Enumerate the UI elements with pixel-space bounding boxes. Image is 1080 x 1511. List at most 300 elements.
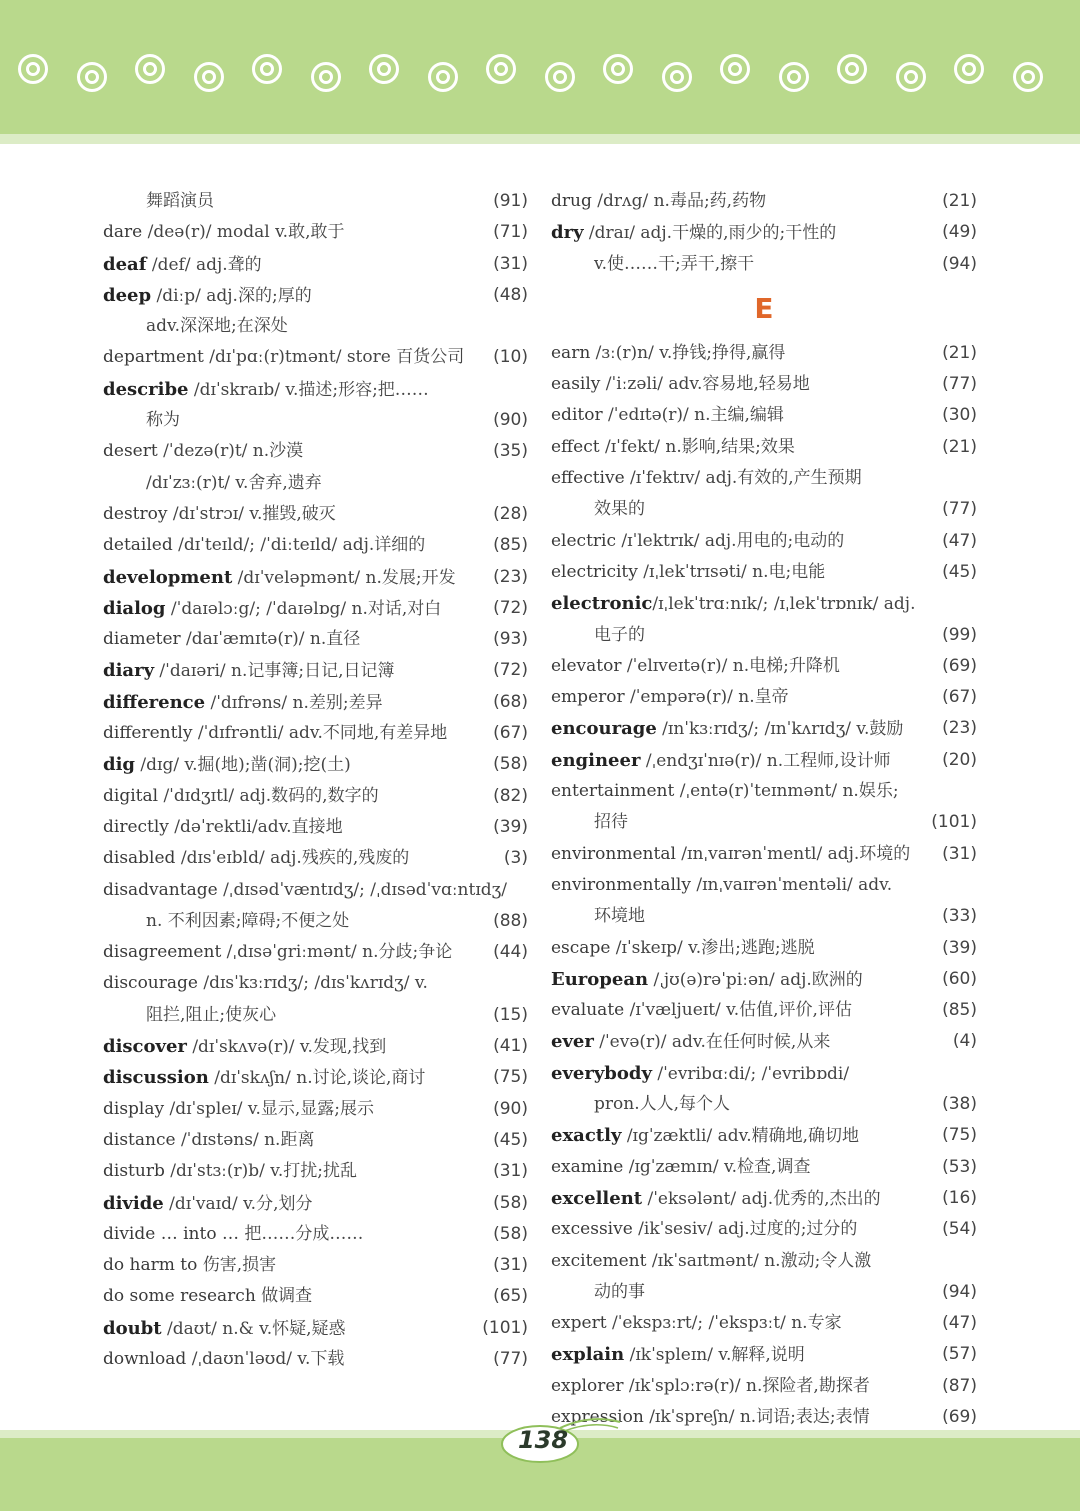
entry-definition: /ˌdɪsəˈgriːmənt/ n.分歧;争论 [221,942,453,963]
ring-icon [18,54,48,84]
entry-unit-reference: (45) [942,561,977,582]
entry-unit-reference: (28) [493,503,528,524]
entry-definition: /ɪˈfekt/ n.影响,结果;效果 [599,436,795,457]
ring-icon [662,62,692,92]
decorative-rings [18,52,1068,102]
entry-headword: emperor [551,687,625,708]
dictionary-entry [103,1125,528,1156]
entry-headword: disabled [103,848,176,869]
entry-headword: diary [103,660,155,682]
entry-unit-reference: (69) [942,1406,977,1427]
dictionary-entry [551,1058,977,1089]
entry-definition: /dɪˈveləpmənt/ n.发展;开发 [232,567,456,588]
entry-unit-reference: (3) [503,848,528,869]
entry-headword: detailed [103,535,173,556]
entry-unit-reference: (39) [493,816,528,837]
dictionary-entry [551,713,977,744]
dictionary-entry [103,875,528,906]
entry-unit-reference: (58) [493,1223,528,1244]
entry-definition: 效果的 [594,499,645,520]
ring-icon [135,54,165,84]
ring-icon [720,54,750,84]
entry-definition: /ɪˌlekˈtrɑːnɪk/; /ɪˌlekˈtrɒnɪk/ adj. [652,594,916,615]
ring-icon [954,54,984,84]
entry-headword: dialog [103,597,166,619]
entry-headword: divide [103,1192,164,1214]
entry-definition: /ɪkˈsaɪtmənt/ n.激动;令人激 [646,1250,872,1271]
entry-definition: /dɪˈskraɪb/ v.描述;形容;把…… [188,379,429,400]
entry-unit-reference: (23) [942,718,977,739]
entry-definition: 招待 [594,812,628,833]
dictionary-entry [103,562,528,593]
dictionary-entry [103,1281,528,1312]
dictionary-entry [103,217,528,248]
entry-headword: entertainment [551,781,675,802]
entry-unit-reference: (75) [493,1067,528,1088]
entry-headword: environmental [551,843,676,864]
right-column-e-entries [551,338,977,1433]
page-number: 138 [517,1426,569,1454]
ring-icon [837,54,867,84]
entry-definition: /ˈdaɪəri/ n.记事簿;日记,日记簿 [154,661,395,682]
entry-definition: /dɪˈzɜː(r)t/ v.舍弃,遗弃 [146,472,322,493]
entry-unit-reference: (69) [942,655,977,676]
entry-unit-reference: (94) [942,1281,977,1302]
entry-unit-reference: (90) [493,1098,528,1119]
entry-definition: /ɪˈfektɪv/ adj.有效的,产生预期 [624,468,862,489]
entry-definition: /ɪkˈspleɪn/ v.解释,说明 [624,1345,805,1366]
entry-definition: /ˈeksələnt/ adj.优秀的,杰出的 [642,1188,881,1209]
dictionary-entry [103,906,528,937]
entry-headword: digital [103,785,159,806]
entry-definition: adv.深深地;在深处 [146,316,288,337]
dictionary-entry [551,807,977,838]
entry-definition: /ɪkˈspreʃn/ n.词语;表达;表情 [643,1406,870,1427]
entry-unit-reference: (31) [493,1161,528,1182]
dictionary-entry [551,620,977,651]
entry-unit-reference: (67) [493,723,528,744]
dictionary-entry [103,342,528,373]
entry-definition: /ˈdɪfrəntli/ adv.不同地,有差异地 [192,723,448,744]
entry-unit-reference: (94) [942,253,977,274]
entry-definition: /ˈelɪveɪtə(r)/ n.电梯;升降机 [621,655,840,676]
dictionary-entry [551,432,977,463]
dictionary-entry [551,1089,977,1120]
entry-headword: disagreement [103,942,222,963]
entry-headword: disadvantage [103,879,218,900]
entry-headword: doubt [103,1317,162,1339]
entry-headword: department [103,347,204,368]
entry-definition: 阻拦,阻止;使灰心 [146,1004,277,1025]
ring-icon [1013,62,1043,92]
ring-icon [311,62,341,92]
ring-icon [779,62,809,92]
entry-definition: /draɪ/ adj.干燥的,雨少的;干性的 [583,223,837,244]
entry-definition: /ɪˈskeɪp/ v.渗出;逃跑;逃脱 [610,937,815,958]
entry-unit-reference: (88) [493,910,528,931]
entry-unit-reference: (57) [942,1344,977,1365]
entry-definition: /dɪg/ v.掘(地);凿(洞);挖(土) [135,755,351,776]
entry-headword: engineer [551,749,641,771]
entry-headword: elevator [551,655,622,676]
entry-unit-reference: (53) [942,1156,977,1177]
entry-definition: /ikˈsesiv/ adj.过度的;过分的 [632,1219,858,1240]
entry-definition: /ˈdɪdʒɪtl/ adj.数码的,数字的 [158,785,379,806]
entry-unit-reference: (16) [942,1187,977,1208]
dictionary-entry [103,843,528,874]
entry-headword: distance [103,1129,176,1150]
entry-unit-reference: (91) [493,191,528,211]
dictionary-entry [551,964,977,995]
entry-unit-reference: (4) [952,1031,977,1052]
entry-unit-reference: (68) [493,691,528,712]
entry-definition: /dɪsˈkɜːrɪdʒ/; /dɪsˈkʌrɪdʒ/ v. [197,973,428,994]
entry-unit-reference: (10) [493,347,528,368]
dictionary-entry [103,718,528,749]
ring-icon [194,62,224,92]
entry-definition: n. 不利因素;障碍;不便之处 [146,910,350,931]
ring-icon [252,54,282,84]
entry-headword: drug [551,191,592,211]
entry-unit-reference: (31) [493,253,528,274]
entry-unit-reference: (65) [493,1286,528,1307]
dictionary-entry [103,812,528,843]
dictionary-entry [103,1250,528,1281]
dictionary-entry [551,463,977,494]
dictionary-entry [551,933,977,964]
entry-definition: /diːp/ adj.深的;厚的 [151,285,312,306]
entry-headword: deep [103,284,152,306]
entry-definition: /ˌendʒɪˈnɪə(r)/ n.工程师,设计师 [640,750,891,771]
entry-unit-reference: (49) [942,222,977,243]
entry-definition: 电子的 [594,624,645,645]
entry-unit-reference: (20) [942,749,977,770]
dictionary-entry [551,682,977,713]
dictionary-entry [551,1183,977,1214]
entry-definition: v.使……干;弄干,擦干 [594,253,755,274]
dictionary-entry [103,1344,528,1375]
entry-headword: discover [103,1036,187,1058]
entry-definition: 把……分成…… [238,1223,364,1244]
dictionary-entry [551,995,977,1026]
entry-definition: /dɪˈskʌʃn/ n.讨论,谈论,商讨 [208,1068,426,1089]
dictionary-entry [103,405,528,436]
entry-definition: /ɪˈlektrɪk/ adj.用电的;电动的 [616,530,845,551]
entry-headword: do harm to [103,1255,198,1276]
dictionary-entry [103,655,528,686]
dictionary-entry [551,1246,977,1277]
dictionary-entry [551,776,977,807]
dictionary-entry [551,186,977,217]
entry-unit-reference: (39) [942,937,977,958]
entry-headword: explorer [551,1375,624,1396]
entry-unit-reference: (58) [493,754,528,775]
entry-definition: /drʌg/ n.毒品;药,药物 [591,191,767,211]
dictionary-entry [103,1094,528,1125]
entry-unit-reference: (45) [493,1129,528,1150]
entry-definition: /ˈiːzəli/ adv.容易地,轻易地 [600,374,810,395]
entry-headword: describe [103,378,189,400]
dictionary-entry [103,624,528,655]
dictionary-entry [551,839,977,870]
dictionary-entry [103,1156,528,1187]
dictionary-entry [103,530,528,561]
entry-headword: easily [551,374,601,395]
ring-icon [369,54,399,84]
entry-unit-reference: (41) [493,1036,528,1057]
dictionary-entry [551,745,977,776]
entry-unit-reference: (54) [942,1219,977,1240]
entry-unit-reference: (67) [942,687,977,708]
dictionary-entry [551,217,977,248]
entry-unit-reference: (23) [493,566,528,587]
entry-definition: /ˈempərə(r)/ n.皇帝 [624,687,789,708]
entry-headword: electronic [551,593,653,615]
entry-unit-reference: (31) [493,1255,528,1276]
entry-definition: /ˈekspɜːrt/; /ˈekspɜːt/ n.专家 [606,1313,842,1334]
entry-headword: desert [103,441,158,462]
page-number-badge [490,1414,600,1470]
section-letter-heading: E [754,291,774,325]
entry-headword: explain [551,1344,625,1366]
entry-unit-reference: (21) [942,191,977,211]
dictionary-entry [103,1031,528,1062]
ring-icon [603,54,633,84]
dictionary-entry [103,1313,528,1344]
entry-definition: /ɪgˈzæktli/ adv.精确地,确切地 [621,1126,860,1147]
dictionary-entry [103,280,528,311]
entry-definition: /dɪˈstɜː(r)b/ v.打扰;扰乱 [164,1161,358,1182]
entry-unit-reference: (58) [493,1192,528,1213]
entry-headword: diameter [103,629,181,650]
entry-unit-reference: (30) [942,405,977,426]
entry-headword: electric [551,530,616,551]
entry-headword: earn [551,342,591,363]
entry-headword: destroy [103,503,168,524]
entry-definition: /ˈdezə(r)t/ n.沙漠 [157,441,304,462]
entry-definition: /ˈdɪstəns/ n.距离 [175,1129,315,1150]
entry-headword: deaf [103,253,147,275]
dictionary-entry [551,557,977,588]
entry-unit-reference: (90) [493,410,528,431]
entry-headword: divide … into … [103,1223,239,1244]
dictionary-entry [551,1339,977,1370]
entry-definition: /ˈdɪfrəns/ n.差别;差异 [205,692,383,713]
entry-definition: /dɪˈpɑː(r)tmənt/ store 百货公司 [203,347,465,368]
dictionary-entry [551,249,977,280]
entry-definition: /daʊt/ n.& v.怀疑,疑惑 [161,1318,346,1339]
dictionary-entry [103,687,528,718]
entry-headword: encourage [551,718,657,740]
entry-definition: /ɜː(r)n/ v.挣钱;挣得,赢得 [590,342,786,363]
entry-unit-reference: (87) [942,1375,977,1396]
dictionary-entry [103,1188,528,1219]
dictionary-entry [103,749,528,780]
entry-headword: display [103,1098,165,1119]
dictionary-entry [551,526,977,557]
dictionary-entry [551,1308,977,1339]
dictionary-entry [103,499,528,530]
dictionary-entry [551,338,977,369]
dictionary-entry [551,588,977,619]
entry-headword: ever [551,1031,594,1053]
dictionary-entry [103,781,528,812]
entry-unit-reference: (60) [942,968,977,989]
entry-unit-reference: (48) [493,284,528,305]
entry-unit-reference: (77) [493,1348,528,1369]
entry-unit-reference: (35) [493,441,528,462]
dictionary-entry [551,1026,977,1057]
entry-unit-reference: (85) [942,1000,977,1021]
dictionary-entry [103,937,528,968]
entry-headword: disturb [103,1161,165,1182]
entry-unit-reference: (101) [931,812,977,833]
entry-headword: expression [551,1406,644,1427]
entry-headword: download [103,1348,187,1369]
entry-unit-reference: (72) [493,660,528,681]
entry-unit-reference: (85) [493,535,528,556]
ring-icon [428,62,458,92]
dictionary-entry [551,870,977,901]
entry-headword: electricity [551,561,638,582]
dictionary-entry [103,1062,528,1093]
entry-definition: /dɪˈteɪld/; /ˈdiːteɪld/ adj.详细的 [172,535,426,556]
entry-definition: 伤害,损害 [197,1255,277,1276]
entry-definition: /dɪˈskʌvə(r)/ v.发现,找到 [186,1037,387,1058]
dictionary-entry [551,1120,977,1151]
entry-definition: /daɪˈæmɪtə(r)/ n.直径 [180,629,361,650]
entry-definition: /def/ adj.聋的 [146,254,262,275]
dictionary-entry [551,369,977,400]
right-column-d-entries [551,186,977,280]
entry-unit-reference: (77) [942,374,977,395]
entry-unit-reference: (33) [942,906,977,927]
entry-headword: examine [551,1156,624,1177]
dictionary-entry [551,1277,977,1308]
ring-icon [486,54,516,84]
entry-headword: editor [551,405,603,426]
entry-definition: /dɪˈstrɔɪ/ v.摧毁,破灭 [167,503,336,524]
dictionary-entry [103,468,528,499]
entry-headword: effective [551,468,625,489]
entry-unit-reference: (71) [493,222,528,243]
entry-headword: everybody [551,1062,652,1084]
entry-headword: dare [103,222,143,243]
entry-definition: /ˈdaɪəlɔːg/; /ˈdaɪəlɒg/ n.对话,对白 [165,598,442,619]
entry-definition: /dɪˈvaɪd/ v.分,划分 [163,1193,313,1214]
entry-unit-reference: (31) [942,843,977,864]
entry-unit-reference: (38) [942,1094,977,1115]
entry-headword: differently [103,723,193,744]
dictionary-entry [551,400,977,431]
dictionary-entry [103,249,528,280]
entry-unit-reference: (75) [942,1125,977,1146]
dictionary-entry [103,374,528,405]
left-column [103,186,528,1375]
entry-definition: /dəˈrektli/adv.直接地 [168,816,343,837]
ring-icon [545,62,575,92]
dictionary-entry [551,1214,977,1245]
entry-headword: discourage [103,973,198,994]
dictionary-entry [103,436,528,467]
entry-unit-reference: (82) [493,785,528,806]
entry-headword: exactly [551,1125,622,1147]
dictionary-entry [551,1371,977,1402]
entry-headword: dig [103,754,136,776]
entry-definition: pron.人人,每个人 [594,1094,730,1115]
entry-definition: /ˌdaʊnˈləʊd/ v.下载 [186,1348,345,1369]
entry-headword: dry [551,222,584,244]
right-column [551,186,977,1433]
dictionary-entry [103,968,528,999]
entry-definition: /ɪgˈzæmɪn/ v.检查,调查 [623,1156,811,1177]
entry-headword: difference [103,691,206,713]
entry-definition: /dɪˈspleɪ/ v.显示,显露;展示 [164,1098,375,1119]
entry-definition: 动的事 [594,1281,645,1302]
entry-definition: /ˈedɪtə(r)/ n.主编,编辑 [602,405,784,426]
entry-definition: 称为 [146,410,180,431]
entry-headword: discussion [103,1067,209,1089]
entry-unit-reference: (47) [942,1313,977,1334]
entry-unit-reference: (77) [942,499,977,520]
dictionary-entry [551,651,977,682]
entry-unit-reference: (21) [942,342,977,363]
entry-unit-reference: (101) [482,1317,528,1338]
entry-unit-reference: (47) [942,530,977,551]
entry-headword: do some research [103,1286,256,1307]
entry-definition: 环境地 [594,906,645,927]
entry-definition: /ɪkˈsplɔːrə(r)/ n.探险者,勘探者 [623,1375,870,1396]
entry-definition: 舞蹈演员 [146,191,214,211]
entry-unit-reference: (44) [493,942,528,963]
entry-unit-reference: (93) [493,629,528,650]
entry-definition: /ɪˈvæljueɪt/ v.估值,评价,评估 [624,1000,852,1021]
entry-definition: /ɪˌlekˈtrɪsəti/ n.电;电能 [637,561,826,582]
entry-unit-reference: (15) [493,1004,528,1025]
ring-icon [77,62,107,92]
dictionary-entry [103,1219,528,1250]
entry-unit-reference: (72) [493,597,528,618]
entry-headword: environmentally [551,874,691,895]
dictionary-entry [103,311,528,342]
entry-headword: directly [103,816,169,837]
entry-definition: /ˌdɪsədˈvæntɪdʒ/; /ˌdɪsədˈvɑːntɪdʒ/ [217,879,507,900]
entry-definition: /ˈevribɑːdi/; /ˈevribɒdi/ [651,1063,850,1084]
entry-definition: /ɪnˈkɜːrɪdʒ/; /ɪnˈkʌrɪdʒ/ v.鼓励 [656,719,904,740]
entry-headword: evaluate [551,1000,625,1021]
entry-definition: /dɪsˈeɪbld/ adj.残疾的,残废的 [175,848,410,869]
entry-definition: /ˈevə(r)/ adv.在任何时候,从来 [593,1032,831,1053]
entry-definition: /ˌentə(r)ˈteɪnmənt/ n.娱乐; [674,781,899,802]
dictionary-entry [103,186,528,217]
entry-unit-reference: (99) [942,624,977,645]
header-band-stripe [0,134,1080,144]
entry-definition: /ˌjʊ(ə)rəˈpiːən/ adj.欧洲的 [648,969,863,990]
entry-headword: excessive [551,1219,633,1240]
entry-headword: excitement [551,1250,647,1271]
entry-headword: European [551,968,649,990]
dictionary-entry [103,1000,528,1031]
entry-headword: development [103,566,233,588]
entry-definition: /ɪnˌvaɪrənˈmentəli/ adv. [690,874,893,895]
dictionary-entry [551,901,977,932]
dictionary-entry [551,1152,977,1183]
ring-icon [896,62,926,92]
entry-headword: escape [551,937,611,958]
entry-headword: expert [551,1313,607,1334]
entry-headword: excellent [551,1187,643,1209]
entry-headword: effect [551,436,600,457]
